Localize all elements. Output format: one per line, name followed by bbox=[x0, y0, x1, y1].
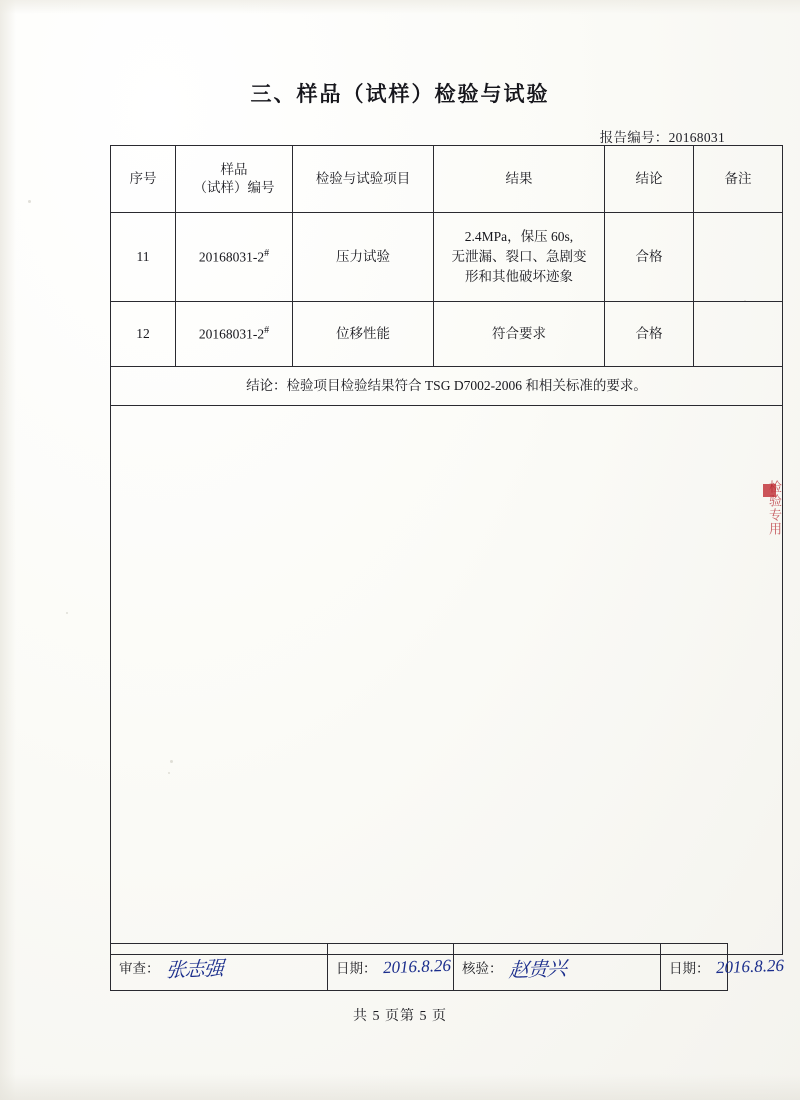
review-date-cell bbox=[328, 944, 454, 991]
row-conclusion: 合格 bbox=[605, 302, 694, 367]
verify-cell bbox=[454, 944, 661, 991]
row-result bbox=[434, 213, 605, 302]
table-header bbox=[111, 146, 783, 213]
header-sample-line1: 样品 bbox=[220, 161, 248, 177]
signature-row bbox=[111, 944, 728, 991]
page-footer: 共 5 页第 5 页 bbox=[353, 1009, 447, 1024]
row-sample-code: 20168031-2 bbox=[198, 249, 265, 265]
header-sample bbox=[176, 146, 293, 213]
row-result-line: 形和其他破坏迹象 bbox=[465, 269, 573, 285]
row-result-line: 符合要求 bbox=[492, 325, 546, 341]
inspection-table bbox=[110, 145, 783, 955]
page-title: 三、样品（试样）检验与试验 bbox=[250, 83, 550, 106]
row-conclusion: 合格 bbox=[605, 213, 694, 302]
conclusion-row bbox=[111, 367, 783, 406]
verify-label: 核验： bbox=[462, 961, 503, 976]
header-no: 序号 bbox=[111, 146, 176, 213]
review-label: 审查： bbox=[119, 961, 160, 976]
table-row bbox=[111, 213, 783, 302]
header-sample-line2: （试样）编号 bbox=[193, 180, 275, 195]
conclusion-text: 结论：检验项目检验结果符合 TSG D7002-2006 和相关标准的要求。 bbox=[111, 367, 783, 406]
header-conclusion: 结论 bbox=[605, 146, 694, 213]
row-remark bbox=[694, 302, 783, 367]
header-item: 检验与试验项目 bbox=[293, 146, 434, 213]
report-number-value: 20168031 bbox=[668, 130, 725, 145]
report-number bbox=[600, 126, 725, 146]
row-result bbox=[434, 302, 605, 367]
signature-table bbox=[110, 943, 784, 991]
row-sample bbox=[176, 302, 293, 367]
verify-signature: 赵贵兴 bbox=[507, 957, 567, 982]
verify-date-cell bbox=[661, 944, 784, 991]
table-body bbox=[111, 213, 783, 955]
row-sample-sup: # bbox=[264, 325, 270, 337]
header-remark: 备注 bbox=[694, 146, 783, 213]
blank-area bbox=[111, 406, 783, 955]
row-result-line: 2.4MPa，保压 60s, bbox=[464, 228, 574, 244]
review-cell bbox=[111, 944, 328, 991]
verify-date-label: 日期： bbox=[669, 961, 710, 976]
row-no: 11 bbox=[111, 213, 176, 302]
row-item: 压力试验 bbox=[293, 213, 434, 302]
table-header-row bbox=[111, 146, 783, 213]
verify-date-value: 2016.8.26 bbox=[715, 955, 784, 978]
report-number-label: 报告编号： bbox=[599, 130, 669, 145]
row-item: 位移性能 bbox=[293, 302, 434, 367]
table-row bbox=[111, 302, 783, 367]
row-no: 12 bbox=[111, 302, 176, 367]
blank-area-row bbox=[111, 406, 783, 955]
row-sample-code: 20168031-2 bbox=[198, 326, 265, 342]
review-signature: 张志强 bbox=[164, 957, 224, 982]
review-date-label: 日期： bbox=[336, 961, 377, 976]
row-remark bbox=[694, 213, 783, 302]
row-result-line: 无泄漏、裂口、急剧变 bbox=[451, 248, 587, 264]
red-stamp-fragment: 检验专用 bbox=[767, 480, 782, 536]
header-result: 结果 bbox=[434, 146, 605, 213]
review-date-value: 2016.8.26 bbox=[382, 955, 451, 978]
row-sample-sup: # bbox=[264, 248, 270, 260]
row-sample bbox=[176, 213, 293, 302]
